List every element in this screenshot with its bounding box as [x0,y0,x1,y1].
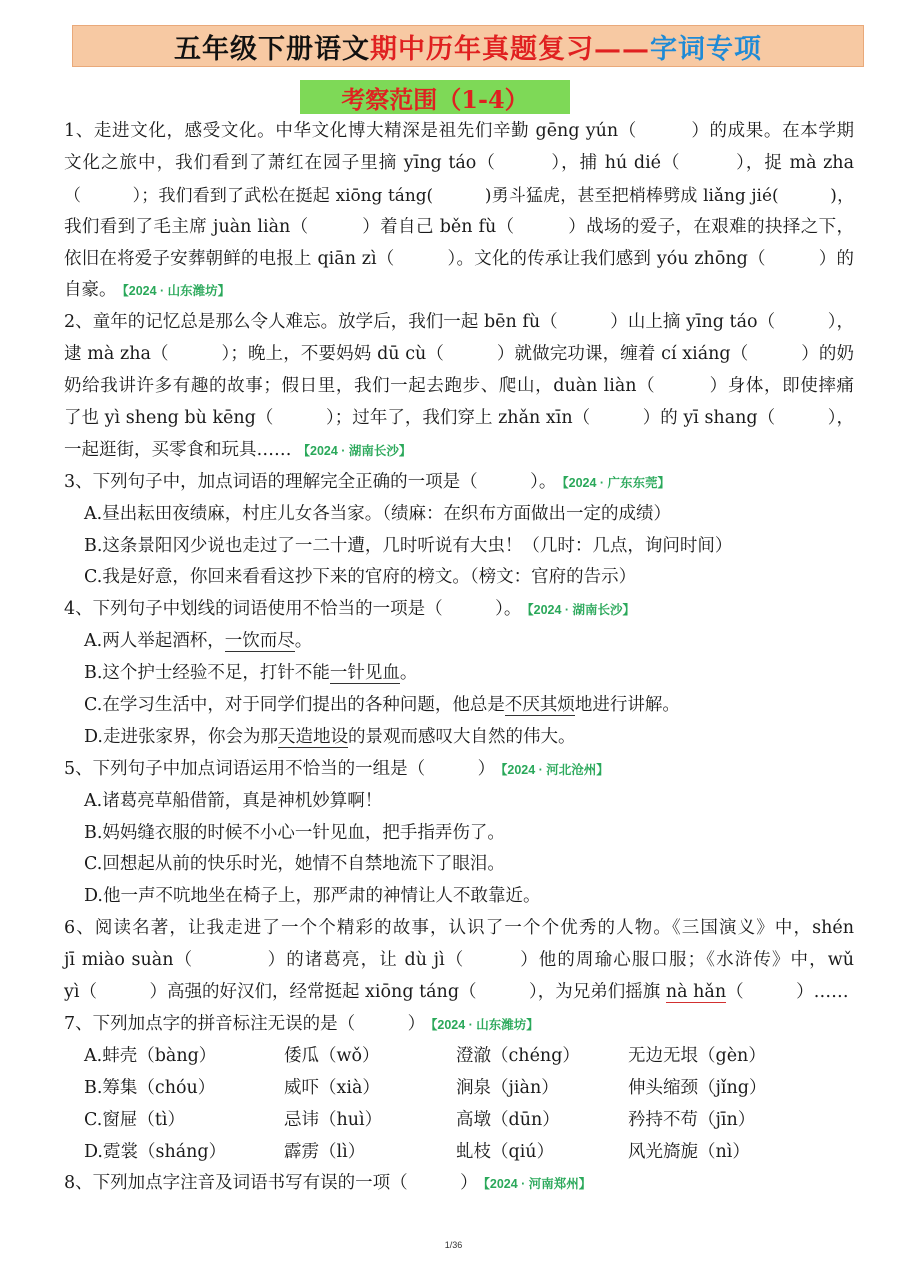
question-line [64,977,854,1009]
scope-label: 考察范围（1-4） [300,80,570,114]
question-line: 依旧在将爱子安葬朝鲜的电报上 qiān zì（ ）。文化的传承让我们感到 yóu zhōng（ ）的 [64,248,854,269]
question-text: （ ）…… [726,982,849,1003]
question-line: jī miào suàn（ ）的诸葛亮，让 dù jì（ ）他的周瑜心服口服；《水浒传》中，wǔ [64,950,854,971]
answer-option: C.我是好意，你回来看看这抄下来的官府的榜文。（榜文：官府的告示） [84,567,637,588]
pinyin-item: 涧泉（jiàn） [456,1077,559,1098]
pinyin-item: 倭瓜（wǒ） [284,1045,380,1066]
title-part-grade: 五年级下册语文 [174,33,370,65]
pinyin-item: 威吓（xià） [284,1077,380,1098]
answer-option [64,722,854,754]
underlined-word: 天造地设 [277,726,348,747]
page-number: 1/36 [444,1240,463,1250]
question-line: 2、童年的记忆总是那么令人难忘。放学后，我们一起 bēn fù（ ）山上摘 yīng táo（ ）， [64,312,854,333]
pinyin-item: B.筹集（chóu） [84,1077,216,1098]
source-tag: 【2024 · 河南郑州】 [483,1177,592,1192]
answer-option: A.昼出耘田夜绩麻，村庄儿女各当家。（绩麻：在织布方面做出一定的成绩） [84,503,671,524]
answer-option: D.他一声不吭地坐在椅子上，那严肃的神情让人不敢靠近。 [84,886,541,907]
question-line: 1、走进文化，感受文化。中华文化博大精深是祖先们辛勤 gēng yún（ ）的成果。在本学期 [64,121,854,141]
answer-option: B.这条景阳冈少说也走过了一二十遭，几时听说有大虫！（几时：几点，询问时间） [84,535,733,556]
question-text: yì（ ）高强的好汉们，经常挺起 xiōng táng（ ），为兄弟们摇旗 [64,982,666,1003]
question-line: 我们看到了毛主席 juàn liàn（ ）着自己 běn fù（ ）战场的爱子，在艰难的抉择之下， [64,216,854,237]
question-line [64,435,854,467]
question-stem [64,1168,854,1200]
question-text: 5、下列句子中加点词语运用不恰当的一组是（ ） [64,758,496,779]
question-stem [64,1009,854,1041]
pinyin-item: 虬枝（qiú） [456,1141,555,1162]
question-text: 4、下列句子中划线的词语使用不恰当的一项是（ ）。 [64,599,522,620]
option-text: D.走进张家界，你会为那 [84,726,278,747]
question-5 [64,754,854,913]
answer-option: B.妈妈缝衣服的时候不小心一针见血，把手指弄伤了。 [84,822,505,843]
pinyin-item: 忌讳（huì） [284,1109,383,1130]
source-tag: 【2024 · 湖南长沙】 [297,443,412,458]
pinyin-item: 矜持不苟（jīn） [628,1109,756,1130]
page-title-banner [72,25,864,67]
answer-option [64,690,854,722]
option-text: 的景观而感叹大自然的伟大。 [347,726,576,747]
option-text: A.两人举起酒杯， [84,631,225,652]
question-line: 奶给我讲许多有趣的故事；假日里，我们一起去跑步、爬山，duàn liàn（ ）身体，即使摔痛 [64,376,854,397]
question-line: 了也 yì sheng bù kēng（ ）；过年了，我们穿上 zhǎn xīn（ ）的 yī shang（ ）， [64,408,854,429]
source-tag: 【2024 · 湖南长沙】 [527,603,636,618]
question-stem [64,754,854,786]
question-line [64,275,854,307]
answer-option [64,658,854,690]
question-2 [64,307,854,466]
pinyin-item: 无边无垠（gèn） [628,1045,766,1066]
option-text: 。 [399,663,418,684]
pinyin-item: 高墩（dūn） [456,1109,560,1130]
question-text: 8、下列加点字注音及词语书写有误的一项（ ） [64,1173,478,1194]
pinyin-item: 风光旖旎（nì） [628,1141,750,1162]
question-text: 一起逛街，买零食和玩具…… [64,439,292,460]
question-line: 逮 mà zha（ ）；晚上，不要妈妈 dū cù（ ）就做完功课，缠着 cí xiáng（ ）的奶 [64,344,854,365]
title-part-topic: 字词专项 [650,33,762,65]
question-text: 3、下列句子中，加点词语的理解完全正确的一项是（ ）。 [64,471,557,492]
answer-option: C.回想起从前的快乐时光，她情不自禁地流下了眼泪。 [84,854,505,875]
answer-option [64,626,854,658]
underlined-word: 一饮而尽 [224,631,295,652]
question-7 [64,1009,854,1168]
pinyin-item: 伸头缩颈（jǐng） [628,1077,767,1098]
pinyin-item: A.蚌壳（bàng） [84,1045,217,1066]
question-8 [64,1168,854,1200]
question-1 [64,116,854,307]
question-6 [64,913,854,1009]
pinyin-item: 霹雳（lì） [284,1141,366,1162]
option-text: B.这个护士经验不足，打针不能 [84,663,330,684]
underlined-word: 不厌其烦 [504,695,575,716]
underlined-word: 一针见血 [329,663,400,684]
question-text: 自豪。 [64,280,117,301]
option-text: 。 [294,631,313,652]
question-stem [64,594,854,626]
question-line: 6、阅读名著，让我走进了一个个精彩的故事，认识了一个个优秀的人物。《三国演义》中，shén [64,918,854,939]
pinyin-item: D.霓裳（sháng） [84,1141,227,1162]
question-line: 文化之旅中，我们看到了萧红在园子里摘 yīng táo（ ），捕 hú dié（ ），捉 mà zha [64,152,854,173]
source-tag: 【2024 · 山东潍坊】 [431,1017,539,1032]
option-text: C.在学习生活中，对于同学们提出的各种问题，他总是 [84,695,505,716]
answer-option: A.诸葛亮草船借箭，真是神机妙算啊！ [84,790,383,811]
source-tag: 【2024 · 广东东莞】 [562,475,671,490]
question-text: 7、下列加点字的拼音标注无误的是（ ） [64,1013,426,1034]
question-line: （ ）；我们看到了武松在挺起 xiōng táng( )勇斗猛虎，甚至把梢棒劈成 liǎng jié( )， [64,184,854,205]
option-text: 地进行讲解。 [574,695,680,716]
question-content [64,116,854,1200]
pinyin-options-grid [64,1041,854,1169]
question-stem [64,467,854,499]
source-tag: 【2024 · 山东潍坊】 [122,284,231,299]
pinyin-item: C.窗屉（tì） [84,1109,185,1130]
title-part-review: 期中历年真题复习—— [370,33,650,65]
source-tag: 【2024 · 河北沧州】 [501,762,609,777]
underlined-pinyin: nà hǎn [665,982,727,1003]
pinyin-item: 澄澈（chéng） [456,1045,580,1066]
question-3 [64,467,854,595]
question-4 [64,594,854,753]
